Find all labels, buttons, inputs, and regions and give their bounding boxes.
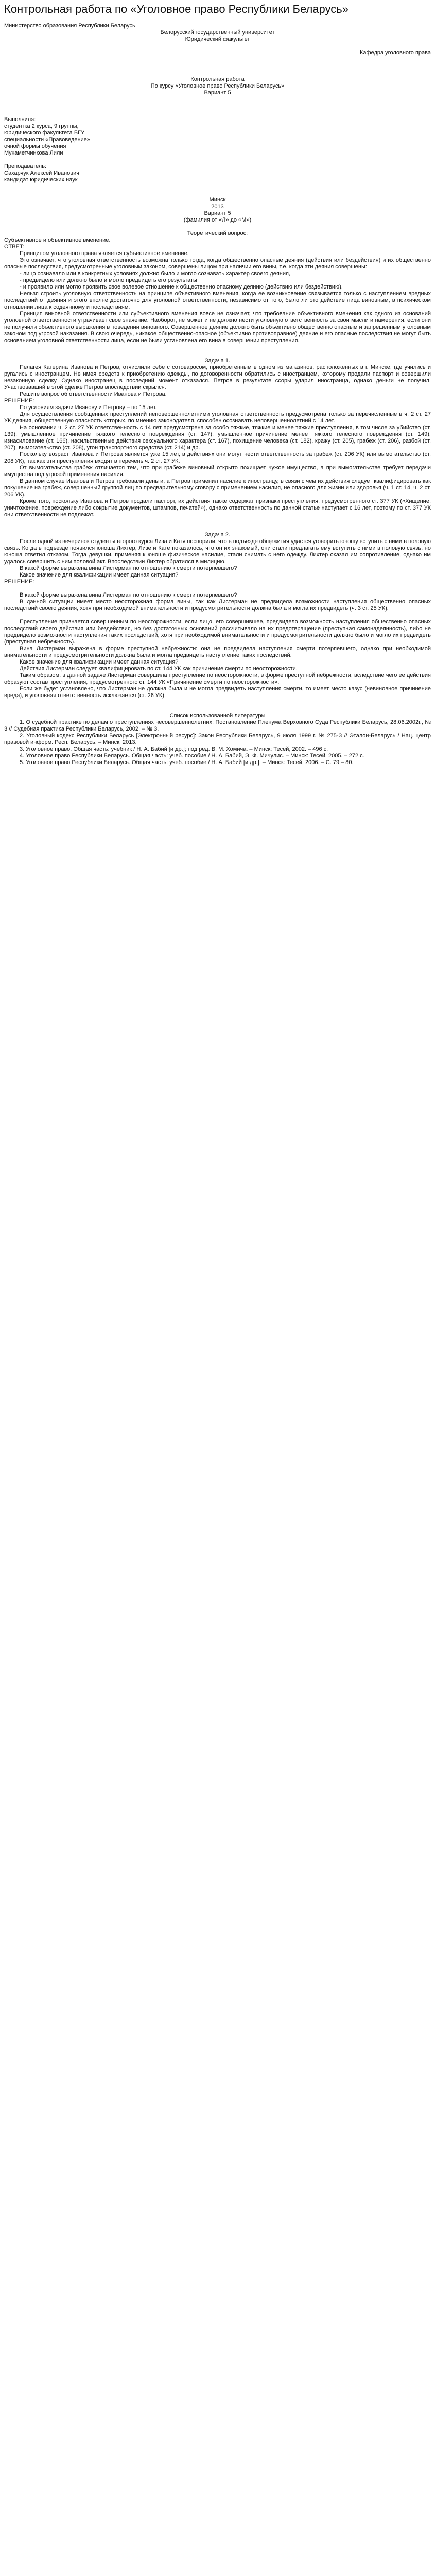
task2-conclusion: Таким образом, в данной задаче Листерман совершила преступление по неосторожности, в форме преступной небрежности, вследствие чего ее действия образуют состав преступления, предусмотренного ст. 144 УК «Причинение смерти по неосторожности».	[4, 672, 431, 685]
ministry-line: Министерство образования Республики Беларусь	[4, 23, 135, 29]
task2-paragraph: В какой форме выражена вина Листерман по отношению к смерти потерпевшего?	[20, 592, 237, 598]
theory-paragraph: Принципом уголовного права является субъективное вменение.	[20, 250, 189, 257]
theory-paragraph: Принцип виновной ответственности или субъективного вменения вовсе не означает, что требование объективного вменения как одного из оснований уголовной ответственности утрачивает свое значение. Наоборот, не может и не должно нести уголовную ответственность за свои мысли и намерения, если они не получили объективного выражения в поведении виновного. Совершенное деяние должно быть объективно общественно опасным и запрещенным уголовным законом под угрозой наказания. В свою очередь, никакое общественно-опасное (объективно противоправное) деяние и его опасные последствия не могут быть основанием уголовной ответственности лица, если не были установлена его вина в совершении преступления.	[4, 311, 431, 344]
variant-repeat: Вариант 5	[204, 210, 231, 216]
source-item: 5. Уголовное право Республики Беларусь. Общая часть: учеб. пособие / Н. А. Бабий [и др.]. – Минск: Тесей, 2006. – С. 79 – 80.	[20, 759, 354, 766]
source-item: 3. Уголовное право. Общая часть: учебник / Н. А. Бабий [и др.]; под ред. В. М. Хомича. – Минск: Тесей, 2002. – 496 с.	[20, 746, 328, 752]
student-line-4: очной формы обучения	[4, 143, 66, 149]
task2-answer-label: РЕШЕНИЕ:	[4, 579, 34, 585]
source-item: 4. Уголовное право Республики Беларусь. Общая часть: учеб. пособие / Н. А. Бабий, Э. Ф. Мичулис. – Минск: Тесей, 2005. – 272 с.	[20, 753, 364, 759]
task2-paragraph: Действия Листерман следует квалифицировать по ст. 144 УК как причинение смерти по неосторожности.	[20, 666, 298, 672]
student-line-2: юридического факультета БГУ	[4, 130, 84, 136]
student-line-3: специальности «Правоведение»	[4, 137, 90, 143]
faculty-line: Юридический факультет	[185, 36, 250, 42]
task1-paragraph: По условиям задачи Иванову и Петрову – по 15 лет.	[20, 404, 157, 411]
theory-paragraph: - лицо сознавало или в конкретных условиях должно было и могло сознавать характер своего деяния,	[20, 270, 291, 277]
variant-line: Вариант 5	[204, 90, 231, 96]
teacher-name: Сахарчук Алексей Иванович	[4, 170, 79, 176]
task1-text: Пелагея Катерина Иванова и Петров, отчислили себе с сотоваросом, приобретенным в одном из магазинов, расположенных в г. Минске, где учились и ругались с иностранцем. Не имея средств к приобретению одежды, по договоренности обратились с иностранцем, которому продали паспорт и совершили незаконную сделку. Однако иностранец в последний момент отказался. Петров в результате ссоры ударил иностранца, однако деньги не получил. Участвовавший в этой сделке Петров впоследствии скрылся.	[4, 364, 431, 391]
task2-paragraph: Преступление признается совершенным по неосторожности, если лицо, его совершившее, предвидело возможность наступления общественно опасных последствий своего действия или бездействия, но без достаточных оснований рассчитывало на их предотвращение (преступная самонадеянность), либо не предвидело возможности наступления таких последствий, хотя при необходимой внимательности и предусмотрительности должно было и могло их предвидеть (преступная небрежность).	[4, 619, 431, 645]
task2-heading: Задача 2.	[204, 532, 231, 538]
teacher-label: Преподаватель:	[4, 163, 46, 170]
task1-question: Решите вопрос об ответственности Иванова и Петрова.	[20, 391, 167, 397]
course-line: По курсу «Уголовное право Республики Беларусь»	[150, 83, 285, 89]
university-line: Белорусский государственный университет	[160, 29, 275, 36]
task1-paragraph: В данном случае Иванова и Петров требовали деньги, а Петров применил насилие к иностранцу, в связи с чем их действия следует квалифицировать как покушение на грабеж, совершенный группой лиц по предварительному сговору с применением насилия, не опасного для жизни или здоровья (ч. 1 ст. 14, ч. 2 ст. 206 УК).	[4, 478, 431, 498]
theory-paragraph: - предвидело или должно было и могло предвидеть его результаты	[20, 277, 197, 283]
student-line-1: студентка 2 курса, 9 группы,	[4, 123, 79, 129]
teacher-degree: кандидат юридических наук	[4, 177, 78, 183]
work-title: Контрольная работа	[190, 76, 245, 82]
theory-paragraph: Это означает, что уголовная ответственность возможна только тогда, когда общественно опасные деяния (действия или бездействия) и их общественно опасные последствия, предусмотренные уголовным законом, совершены лицом при наличии его вины, т.е. когда эти деяния совершены:	[4, 257, 431, 270]
theory-paragraph: - и проявило или могло проявить свое волевое отношение к общественно опасному деянию (действию или бездействию).	[20, 284, 343, 290]
theory-paragraph: Нельзя строить уголовную ответственность на принципе объективного вменения, когда ее возникновение связывается только с наступлением вредных последствий от деяния и этого вполне достаточно для уголовной ответственности, независимо от того, было ли это действие лица виновным, в психическом отношении лица к содеянному и последствиям.	[4, 291, 431, 310]
task1-paragraph: Кроме того, поскольку Иванова и Петров продали паспорт, их действия также содержат признаки преступления, предусмотренного ст. 377 УК («Хищение, уничтожение, повреждение либо сокрытие документов, штампов, печатей»), однако ответственность по данной статье наступает с 16 лет, поэтому по ст. 377 УК они ответственности не подлежат.	[4, 498, 431, 518]
task2-paragraph: Какое значение для квалификации имеет данная ситуация?	[20, 659, 179, 665]
document-body	[4, 23, 431, 766]
sources-heading: Список использованной литературы	[169, 713, 266, 719]
task2-text: После одной из вечеринок студенты второго курса Лиза и Катя поспорили, что в подъезде общежития удастся уговорить юношу вступить с ними в половую связь. Когда в подъезде появился юноша Лихтер, Лизе и Кате показалось, что он их знакомый, они стали предлагать ему вступить с ними в половую связь, но юноша ответил отказом. Тогда девушки, применяя к юноше физическое насилие, стали снимать с него одежду. Лихтер оказал им сопротивление, однако им удалось совершить с ним половой акт. Впоследствии Лихтер обратился в милицию.	[4, 538, 431, 565]
task1-paragraph: Поскольку возраст Иванова и Петрова является уже 15 лет, в действиях они могут нести ответственность за грабеж (ст. 206 УК) или вымогательство (ст. 208 УК), так как эти преступления входят в перечень ч. 2 ст. 27 УК.	[4, 451, 431, 464]
year-line: 2013	[211, 204, 224, 210]
surname-note: (фамилия от «Л» до «М»)	[183, 217, 252, 223]
source-item: 2. Уголовный кодекс Республики Беларусь [Электронный ресурс]: Закон Республики Беларусь, 9 июля 1999 г. № 275-З // Эталон-Беларусь / Нац. центр правовой информ. Респ. Беларусь. – Минск, 2013.	[4, 733, 431, 745]
source-item: 1. О судебной практике по делам о преступлениях несовершеннолетних: Постановление Пленума Верховного Суда Республики Беларусь, 28.06.2002г., № 3 // Судебная практика Республики Беларусь, 2002. – № 3.	[4, 719, 431, 732]
task2-question: В какой форме выражена вина Листерман по отношению к смерти потерпевшего?	[20, 565, 237, 571]
theory-question: Субъективное и объективное вменение.	[4, 237, 111, 243]
task1-paragraph: На основании ч. 2 ст. 27 УК ответственность с 14 лет предусмотрена за особо тяжкие, тяжкие и менее тяжкие преступления, в том числе за убийство (ст. 139), умышленное причинение тяжкого телесного повреждения (ст. 147), умышленное причинение менее тяжкого телесного повреждения (ст. 149), изнасилование (ст. 166), насильственные действия сексуального характера (ст. 167), похищение человека (ст. 182), кражу (ст. 205), грабеж (ст. 206), разбой (ст. 207), вымогательство (ст. 208), угон транспортного средства (ст. 214) и др.	[4, 425, 431, 451]
performed-label: Выполнила:	[4, 116, 36, 123]
task1-answer-label: РЕШЕНИЕ:	[4, 398, 34, 404]
theory-answer-label: ОТВЕТ:	[4, 244, 25, 250]
task2-question: Какое значение для квалификации имеет данная ситуация?	[20, 572, 179, 578]
page-title: Контрольная работа по «Уголовное право Республики Беларусь»	[4, 3, 348, 15]
city-line: Минск	[209, 197, 226, 203]
task1-paragraph: От вымогательства грабеж отличается тем, что при грабеже виновный открыто похищает чужое имущество, а при вымогательстве требует передачи имущества под угрозой применения насилия.	[4, 465, 431, 478]
student-name: Мухаметчинкова Лили	[4, 150, 63, 156]
task1-heading: Задача 1.	[204, 358, 231, 364]
task2-paragraph: Вина Листерман выражена в форме преступной небрежности: она не предвидела наступления смерти потерпевшего, однако при необходимой внимательности и предусмотрительности должна была и могла предвидеть наступление таких последствий.	[4, 646, 431, 658]
theory-heading: Теоретический вопрос:	[187, 230, 248, 236]
task2-paragraph: В данной ситуации имеет место неосторожная форма вины, так как Листерман не предвидела возможности наступления общественно опасных последствий своего деяния, хотя при необходимой внимательности и предусмотрительности должна была и могла их предвидеть (ч. 3 ст. 25 УК).	[4, 599, 431, 612]
task2-conclusion: Если же будет установлено, что Листерман не должна была и не могла предвидеть наступления смерти, то имеет место казус (невиновное причинение вреда), и уголовная ответственность исключается (ст. 26 УК).	[4, 686, 431, 699]
task1-paragraph: Для осуществления сообщенных преступлений неповершеннолетними уголовная ответственность предусмотрена только за перечисленные в ч. 2 ст. 27 УК деяния, общественную опасность которых, по мнению законодателя, способен осознавать неповершеннолетний с 14 лет.	[4, 411, 431, 424]
department-line: Кафедра уголовного права	[360, 49, 431, 56]
